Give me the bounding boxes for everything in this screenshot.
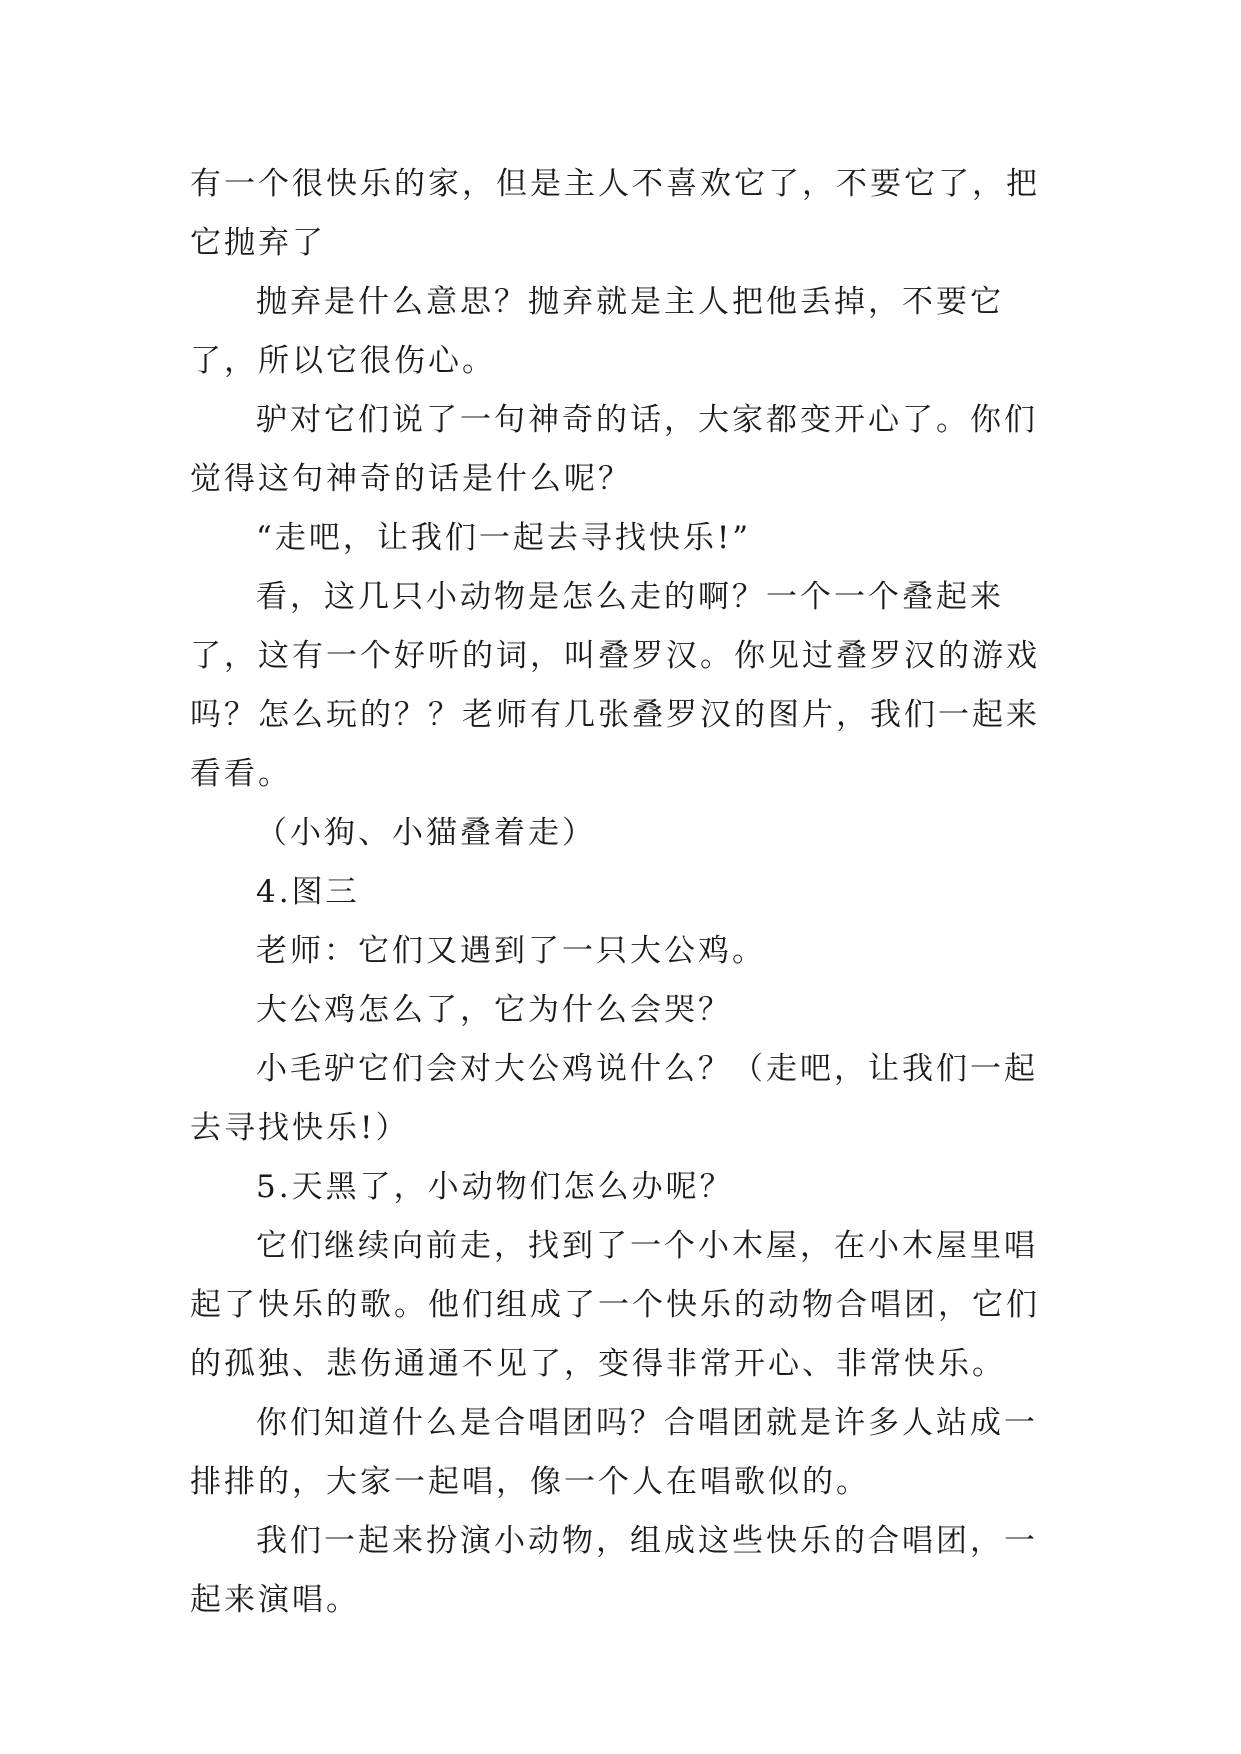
document-body	[190, 155, 1070, 1630]
paragraph: （小狗、小猫叠着走）	[256, 815, 596, 851]
paragraph: 看，这几只小动物是怎么走的啊？一个一个叠起来了，这有一个好听的词，叫叠罗汉。你见过叠罗汉的游戏吗？怎么玩的？？老师有几张叠罗汉的图片，我们一起来看看。	[190, 579, 1040, 792]
paragraph: 你们知道什么是合唱团吗？合唱团就是许多人站成一排排的，大家一起唱，像一个人在唱歌似的。	[190, 1405, 1038, 1500]
paragraph: 抛弃是什么意思？抛弃就是主人把他丢掉，不要它了，所以它很伤心。	[190, 284, 1004, 379]
quote-paragraph: “走吧，让我们一起去寻找快乐!”	[256, 520, 752, 556]
paragraph: 老师：它们又遇到了一只大公鸡。	[256, 933, 766, 969]
paragraph: 它们继续向前走，找到了一个小木屋，在小木屋里唱起了快乐的歌。他们组成了一个快乐的动物合唱团，它们的孤独、悲伤通通不见了，变得非常开心、非常快乐。	[190, 1228, 1040, 1382]
paragraph: 有一个很快乐的家，但是主人不喜欢它了，不要它了，把它抛弃了	[190, 166, 1040, 261]
paragraph: 我们一起来扮演小动物，组成这些快乐的合唱团，一起来演唱。	[190, 1523, 1038, 1618]
section-heading: 4.图三	[256, 874, 360, 910]
paragraph: 驴对它们说了一句神奇的话，大家都变开心了。你们觉得这句神奇的话是什么呢？	[190, 402, 1038, 497]
section-heading: 5.天黑了，小动物们怎么办呢？	[256, 1169, 734, 1205]
paragraph: 大公鸡怎么了，它为什么会哭？	[256, 992, 732, 1028]
paragraph: 小毛驴它们会对大公鸡说什么？（走吧，让我们一起去寻找快乐!）	[190, 1051, 1038, 1146]
